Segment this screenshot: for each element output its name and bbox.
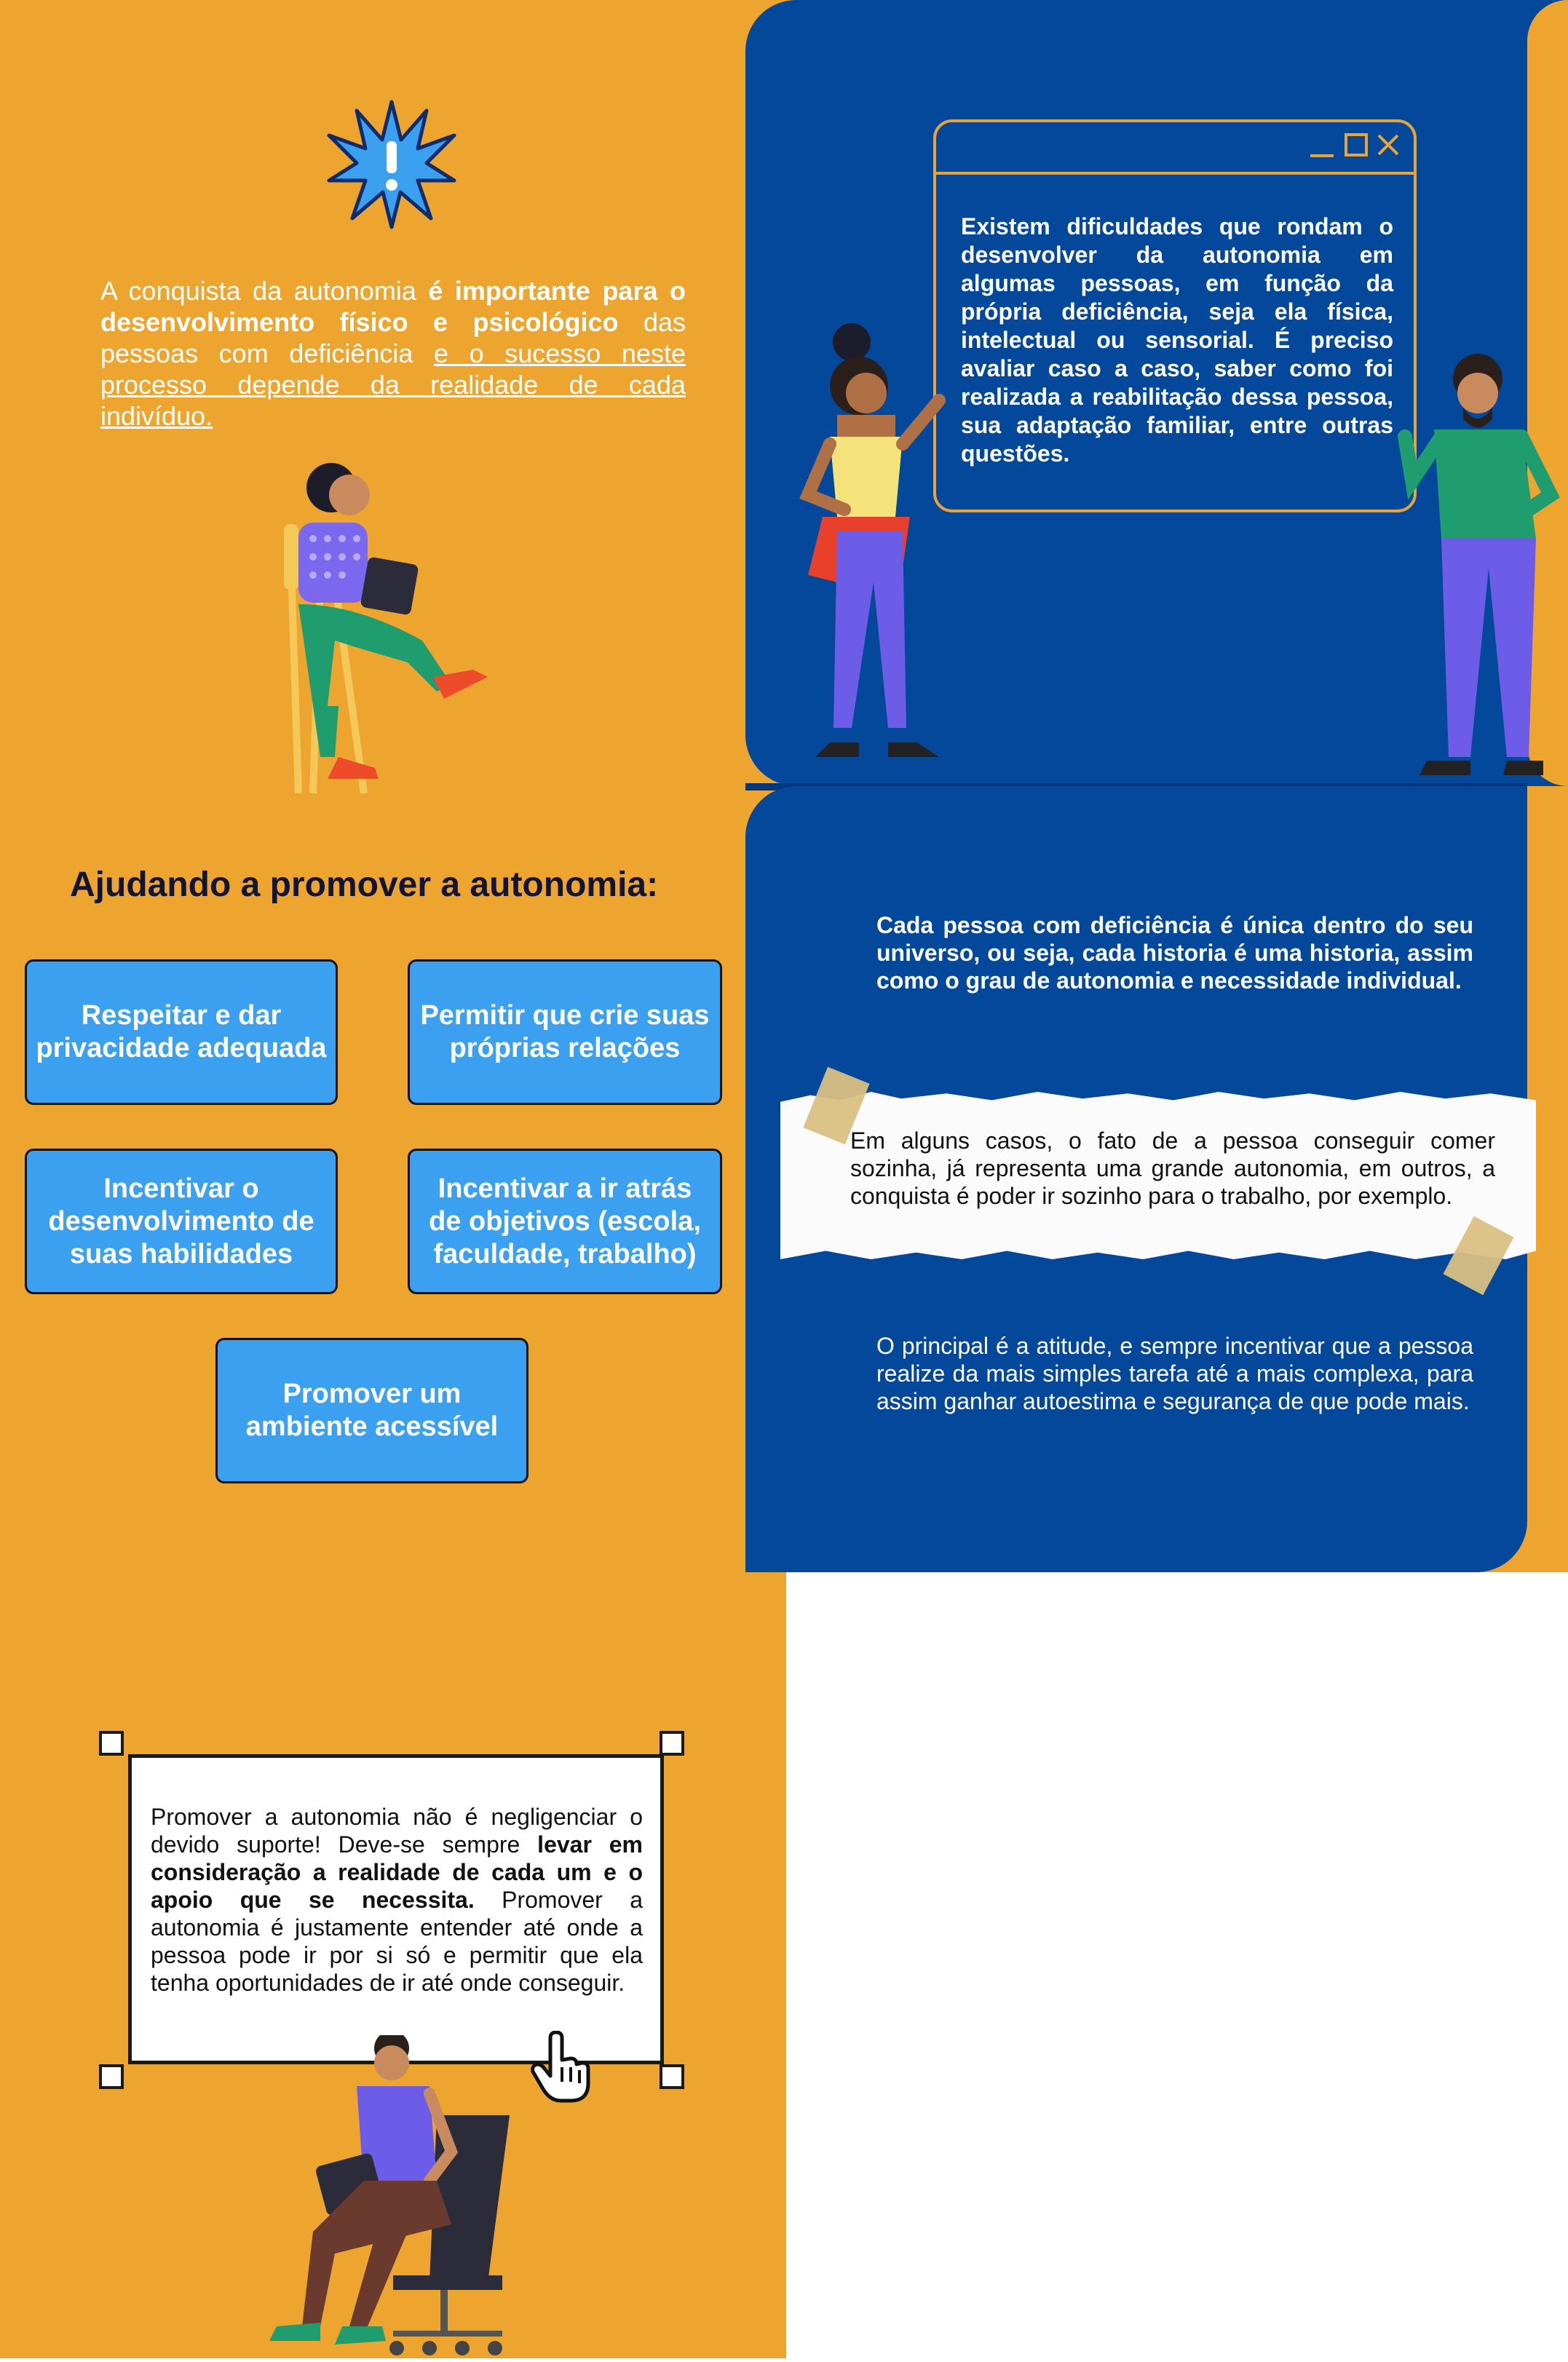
bottom-part1: Promover a autonomia não é negligenciar o devido suporte! Deve-se sempre: [151, 1804, 643, 1858]
tip-card-privacy: [25, 959, 338, 1105]
tip-text: Incentivar o desenvolvimento de suas habilidades: [48, 1173, 314, 1269]
woman-laptop-illustration: [269, 459, 517, 793]
tip-card-skills: [25, 1149, 338, 1294]
resize-handle-top-left[interactable]: [99, 1731, 124, 1756]
intro-part1: A conquista da autonomia: [100, 276, 429, 306]
maximize-icon[interactable]: [1344, 132, 1369, 157]
exclamation-icon: [326, 99, 457, 230]
tip-text: Permitir que crie suas próprias relações: [420, 1000, 710, 1063]
tip-card-accessible: [215, 1338, 528, 1483]
minimize-icon[interactable]: [1309, 128, 1335, 160]
man-office-chair-illustration: [262, 2035, 539, 2358]
resize-handle-bottom-left[interactable]: [99, 2064, 124, 2089]
white-area: [786, 1572, 1568, 2358]
window-card: [933, 119, 1417, 512]
window-text: Existem dificuldades que rondam o desenvolver da autonomia em algumas pessoas, em função da própria deficiência, seja ela física, intelectual ou sensorial. É preciso avaliar caso a caso, saber como foi realizada a reabilitação dessa pessoa, sua adaptação familiar, entre outras questões.: [961, 213, 1393, 467]
tip-text: Promover um ambiente acessível: [245, 1379, 499, 1442]
paper-text: Em alguns casos, o fato de a pessoa conseguir comer sozinha, já representa uma grande autonomia, em outros, a conquista é poder ir sozinho para o trabalho, por exemplo.: [850, 1128, 1495, 1209]
intro-underline: e o sucesso neste processo depende da realidade de cada indivíduo.: [100, 338, 686, 431]
bottom-bold: levar em consideração a realidade de cada um e o apoio que se necessita.: [151, 1831, 644, 1913]
bottom-part2: Promover a autonomia é justamente entender até onde a pessoa pode ir por si só e permitir que ela tenha oportunidades de ir até onde conseguir.: [151, 1887, 644, 1996]
bottom-text-box: [128, 1754, 664, 2064]
tip-card-relations: [408, 959, 722, 1105]
tip-text: Incentivar a ir atrás de objetivos (escola, faculdade, trabalho): [429, 1173, 701, 1269]
hand-cursor-icon: [528, 2031, 601, 2104]
tip-text: Respeitar e dar privacidade adequada: [36, 1000, 327, 1063]
panel-paragraph-3: O principal é a atitude, e sempre incentivar que a pessoa realize da mais simples tarefa até a mais complexa, para assim ganhar autoestima e segurança de que pode mais.: [876, 1333, 1473, 1414]
window-titlebar: [936, 122, 1414, 175]
intro-part2: das pessoas com deficiência: [100, 307, 686, 368]
bottom-text: [151, 1803, 643, 1997]
woman-pointing-illustration: [779, 320, 954, 786]
close-icon[interactable]: [1376, 132, 1401, 157]
panel-paragraph-1: Cada pessoa com deficiência é única dentro do seu universo, ou seja, cada historia é uma historia, assim como o grau de autonomia e necessidade individual.: [876, 912, 1473, 994]
man-green-shirt-illustration: [1398, 349, 1565, 786]
resize-handle-bottom-right[interactable]: [660, 2064, 684, 2089]
promote-heading: Ajudando a promover a autonomia:: [70, 865, 659, 904]
resize-handle-top-right[interactable]: [660, 1731, 684, 1756]
intro-paragraph: [100, 275, 686, 432]
intro-bold: é importante para o desenvolvimento físico e psicológico: [100, 276, 686, 337]
tip-card-goals: [408, 1149, 722, 1294]
